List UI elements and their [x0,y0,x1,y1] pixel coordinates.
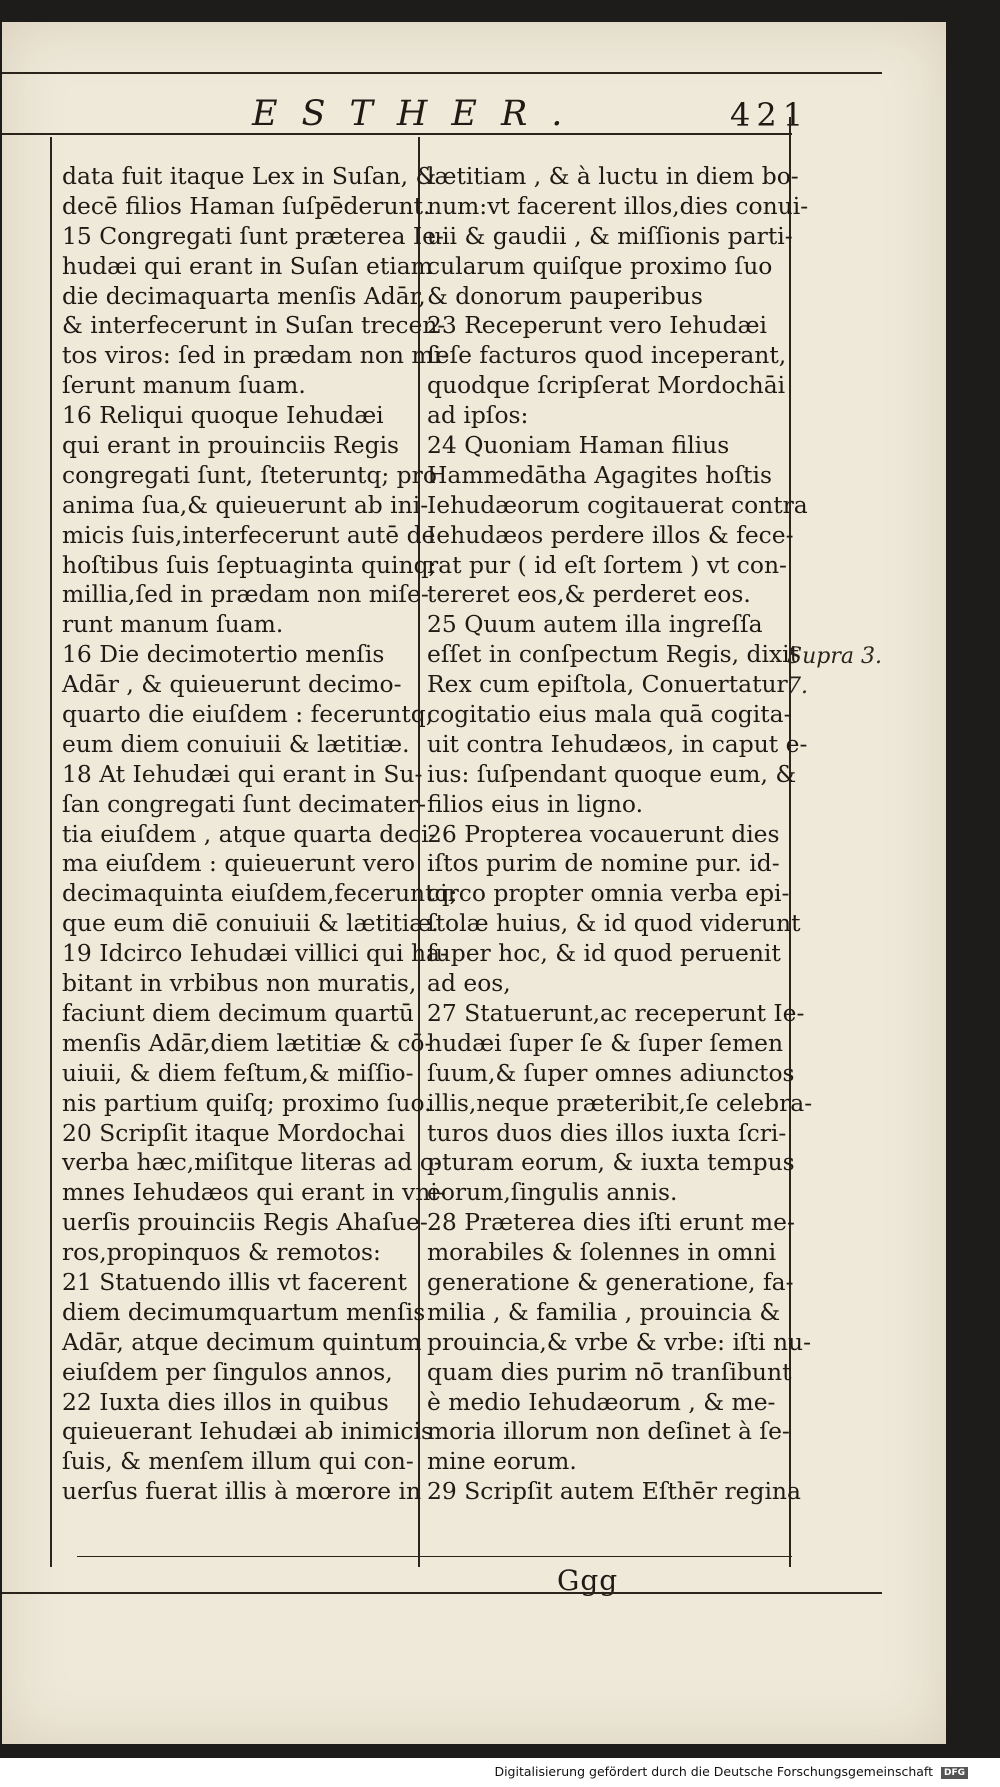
text-line: tereret eos,& perderet eos. [427,580,751,609]
margin-note-line: 7. [787,674,808,699]
text-line: uerſus fuerat illis à mœrore in [62,1477,422,1506]
text-line: hudæi qui erant in Suſan etiam [62,251,433,280]
text-line: millia,ſed in prædam non miſe- [62,580,429,609]
text-line: Iehudæorum cogitauerat contra [427,490,808,519]
text-line: ad eos, [427,969,511,998]
text-line: hoſtibus ſuis ſeptuaginta quinq; [62,550,437,579]
text-line: faciunt diem decimum quartū [62,998,414,1027]
text-line: mine eorum. [427,1447,577,1476]
text-line: milia , & familia , prouincia & [427,1297,781,1326]
text-line: uiuii, & diem feſtum,& miſſio- [62,1058,414,1087]
text-line: congregati ſunt, ſteteruntq; pro [62,460,437,489]
margin-note-line: Supra 3. [787,644,882,669]
left-column-rule [50,137,52,1567]
book-page [2,22,946,1744]
text-line: uit contra Iehudæos, in caput e- [427,729,808,758]
text-line: 15 Congregati ſunt præterea Ie- [62,221,444,250]
text-line: quieuerant Iehudæi ab inimicis [62,1417,434,1446]
text-line: qui erant in prouinciis Regis [62,431,400,460]
text-line: ſtolæ huius, & id quod viderunt [427,909,801,938]
text-line: decimaquinta eiuſdem,feceruntq; [62,879,458,908]
text-line: ros,propinquos & remotos: [62,1238,381,1267]
text-line: lætitiam , & à luctu in diem bo- [427,162,799,190]
text-line: eum diem conuiuii & lætitiæ. [62,729,410,758]
text-line: die decimaquarta menſis Adār, [62,281,426,310]
text-line: ſuis, & menſem illum qui con- [62,1447,414,1476]
text-line: 16 Reliqui quoque Iehudæi [62,401,384,430]
text-line: micis ſuis,interfecerunt autē de [62,520,436,549]
text-line: & interfecerunt in Suſan trecen- [62,311,446,340]
text-line: tia eiuſdem , atque quarta deci- [62,819,437,848]
top-rule [2,72,882,74]
text-line: diem decimumquartum menſis [62,1297,426,1326]
text-line: tos viros: ſed in prædam non mi- [62,341,449,370]
text-line: ſerunt manum ſuam. [62,371,306,400]
text-line: morabiles & ſolennes in omni [427,1238,777,1267]
text-line: 25 Quum autem illa ingreſſa [427,610,763,639]
text-line: data fuit itaque Lex in Suſan, & [62,162,437,190]
digitization-footer [0,1758,1000,1787]
text-line: ma eiuſdem : quieuerunt vero [62,849,416,878]
bottom-rule [77,1556,792,1557]
text-line: ſuper hoc, & id quod peruenit [427,939,781,968]
text-line: runt manum ſuam. [62,610,284,639]
text-line: prouincia,& vrbe & vrbe: iſti nu- [427,1327,811,1356]
text-line: quam dies purim nō tranſibunt [427,1357,792,1386]
text-line: filios eius in ligno. [427,789,643,818]
text-line: decē filios Haman ſuſpēderunt. [62,191,431,220]
text-line: 19 Idcirco Iehudæi villici qui ha- [62,939,448,968]
text-line: Rex cum epiſtola, Conuertatur [427,670,788,699]
text-line: è medio Iehudæorum , & me- [427,1387,776,1416]
text-line: pturam eorum, & iuxta tempus [427,1148,795,1177]
text-line: & donorum pauperibus [427,281,703,310]
text-line: quodque ſcripſerat Mordochāi [427,371,786,400]
text-line: turos duos dies illos iuxta ſcri- [427,1118,787,1147]
text-line: mnes Iehudæos qui erant in vni- [62,1178,446,1207]
text-line: circo propter omnia verba epi- [427,879,790,908]
text-line: menſis Adār,diem lætitiæ & cō- [62,1028,433,1057]
text-line: 16 Die decimotertio menſis [62,640,385,669]
margin-note [787,642,882,702]
text-line: verba hæc,miſitque literas ad o- [62,1148,442,1177]
text-line: 26 Propterea vocauerunt dies [427,819,780,848]
text-line: nis partium quiſq; proximo ſuo. [62,1088,432,1117]
text-line: eiuſdem per ſingulos annos, [62,1357,393,1386]
text-line: 18 At Iehudæi qui erant in Su- [62,759,423,788]
text-line: 24 Quoniam Haman filius [427,431,730,460]
text-line: anima ſua,& quieuerunt ab ini- [62,490,429,519]
text-line: Adār , & quieuerunt decimo- [62,670,402,699]
text-line: Hammedātha Agagites hoſtis [427,460,772,489]
text-line: 29 Scripſit autem Eſthēr regina [427,1477,801,1506]
text-line: 27 Statuerunt,ac receperunt Ie- [427,998,805,1027]
text-line: cogitatio eius mala quā cogita- [427,700,792,729]
dfg-logo: DFG [941,1767,968,1779]
text-line: moria illorum non deſinet à ſe- [427,1417,790,1446]
text-line: iſtos purim de nomine pur. id- [427,849,780,878]
text-line: uii & gaudii , & miſſionis parti- [427,221,793,250]
text-line: illis,neque præteribit,ſe celebra- [427,1088,813,1117]
text-line: que eum diē conuiuii & lætitiæ. [62,909,439,938]
text-line: cularum quiſque proximo ſuo [427,251,773,280]
text-line: Iehudæos perdere illos & fece- [427,520,794,549]
text-line: rat pur ( id eſt ſortem ) vt con- [427,550,787,579]
text-line: uerſis prouinciis Regis Ahaſue- [62,1208,428,1237]
text-line: 22 Iuxta dies illos in quibus [62,1387,389,1416]
text-line: quarto die eiuſdem : feceruntq; [62,700,434,729]
footer-credit-text: Digitalisierung gefördert durch die Deutsche Forschungsgemeinschaft [494,1764,933,1779]
text-line: eorum,ſingulis annis. [427,1178,678,1207]
running-head: ESTHER. [252,94,587,134]
text-line: hudæi ſuper ſe & ſuper ſemen [427,1028,784,1057]
page-number: 421 [730,96,810,134]
text-line: Adār, atque decimum quintum [62,1327,422,1356]
text-line: ad ipſos: [427,401,529,430]
text-line: generatione & generatione, fa- [427,1267,794,1296]
signature-mark: Ggg [557,1564,619,1597]
text-line: ſeſe facturos quod inceperant, [427,341,787,370]
left-text-column [62,162,458,1507]
text-line: 28 Præterea dies iſti erunt me- [427,1208,795,1237]
text-line: 20 Scripſit itaque Mordochai [62,1118,405,1147]
footer-credit [494,1764,968,1779]
text-line: eſſet in conſpectum Regis, dixit [427,640,800,669]
right-text-column [427,162,813,1507]
text-line: num:vt facerent illos,dies conui- [427,191,809,220]
text-line: bitant in vrbibus non muratis, [62,969,417,998]
text-line: ſuum,& ſuper omnes adiunctos [427,1058,795,1087]
text-line: 23 Receperunt vero Iehudæi [427,311,767,340]
text-line: 21 Statuendo illis vt facerent [62,1267,407,1296]
text-line: ius: ſuſpendant quoque eum, & [427,759,797,788]
text-line: ſan congregati ſunt decimater- [62,789,427,818]
footer-rule [2,1592,882,1594]
